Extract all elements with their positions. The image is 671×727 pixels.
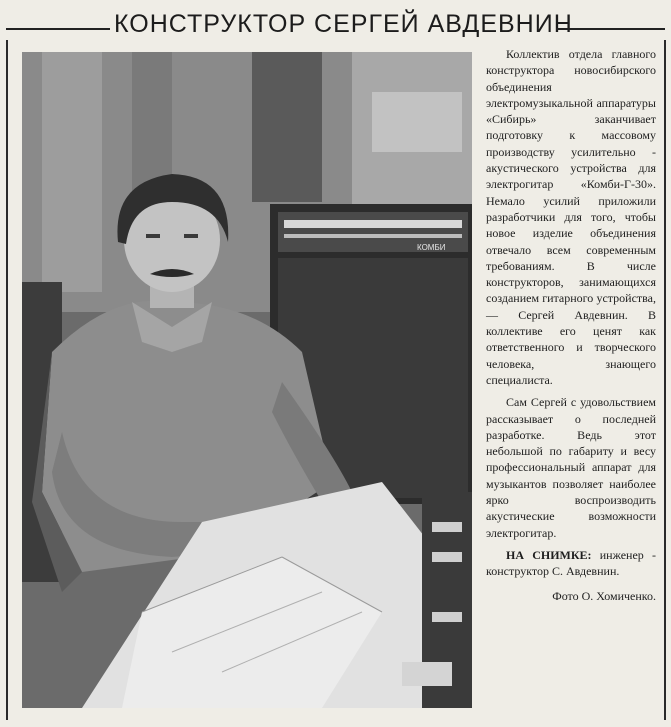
header-rule-left xyxy=(6,28,110,30)
header xyxy=(0,4,671,42)
photo xyxy=(22,52,472,708)
header-rule-right xyxy=(556,28,665,30)
caption-text: инженер - конструктор С. Авдевнин. xyxy=(486,547,656,579)
photo-illustration xyxy=(22,52,472,708)
caption-heading: НА СНИМКЕ: xyxy=(506,547,592,562)
photo-credit: Фото О. Хомиченко. xyxy=(552,588,656,603)
page-title: КОНСТРУКТОР СЕРГЕЙ АВДЕВНИН xyxy=(114,10,573,38)
amp-brand-label: КОМБИ xyxy=(417,243,446,252)
article-text xyxy=(486,46,656,604)
article-paragraph-2: Сам Сергей с удовольствием рассказывает о последней разработке. Ведь этот небольшой по габариту и весу профессиональный аппарат для музыкантов позволяет наиболее ярко воспроизводить акустические возможности электрогитар. xyxy=(486,395,656,540)
frame-right-line xyxy=(664,40,666,720)
photo-caption xyxy=(486,547,656,580)
article-paragraph-1: Коллектив отдела главного конструктора новосибирского объединения электромузыкальной аппаратуры «Сибирь» заканчивает подготовку к массовому производству усилительно - акустического устройства для электрогитар «Комби-Г-30». Немало усилий приложили разработчики для того, чтобы новое изделие объединения отвечало всем современным требованиям. В числе конструкторов, занимающихся созданием гитарного устройства,— Сергей Авдевнин. В коллективе его ценят как ответственного и творческого человека, знающего специалиста. xyxy=(486,47,656,387)
frame-left-line xyxy=(6,40,8,720)
